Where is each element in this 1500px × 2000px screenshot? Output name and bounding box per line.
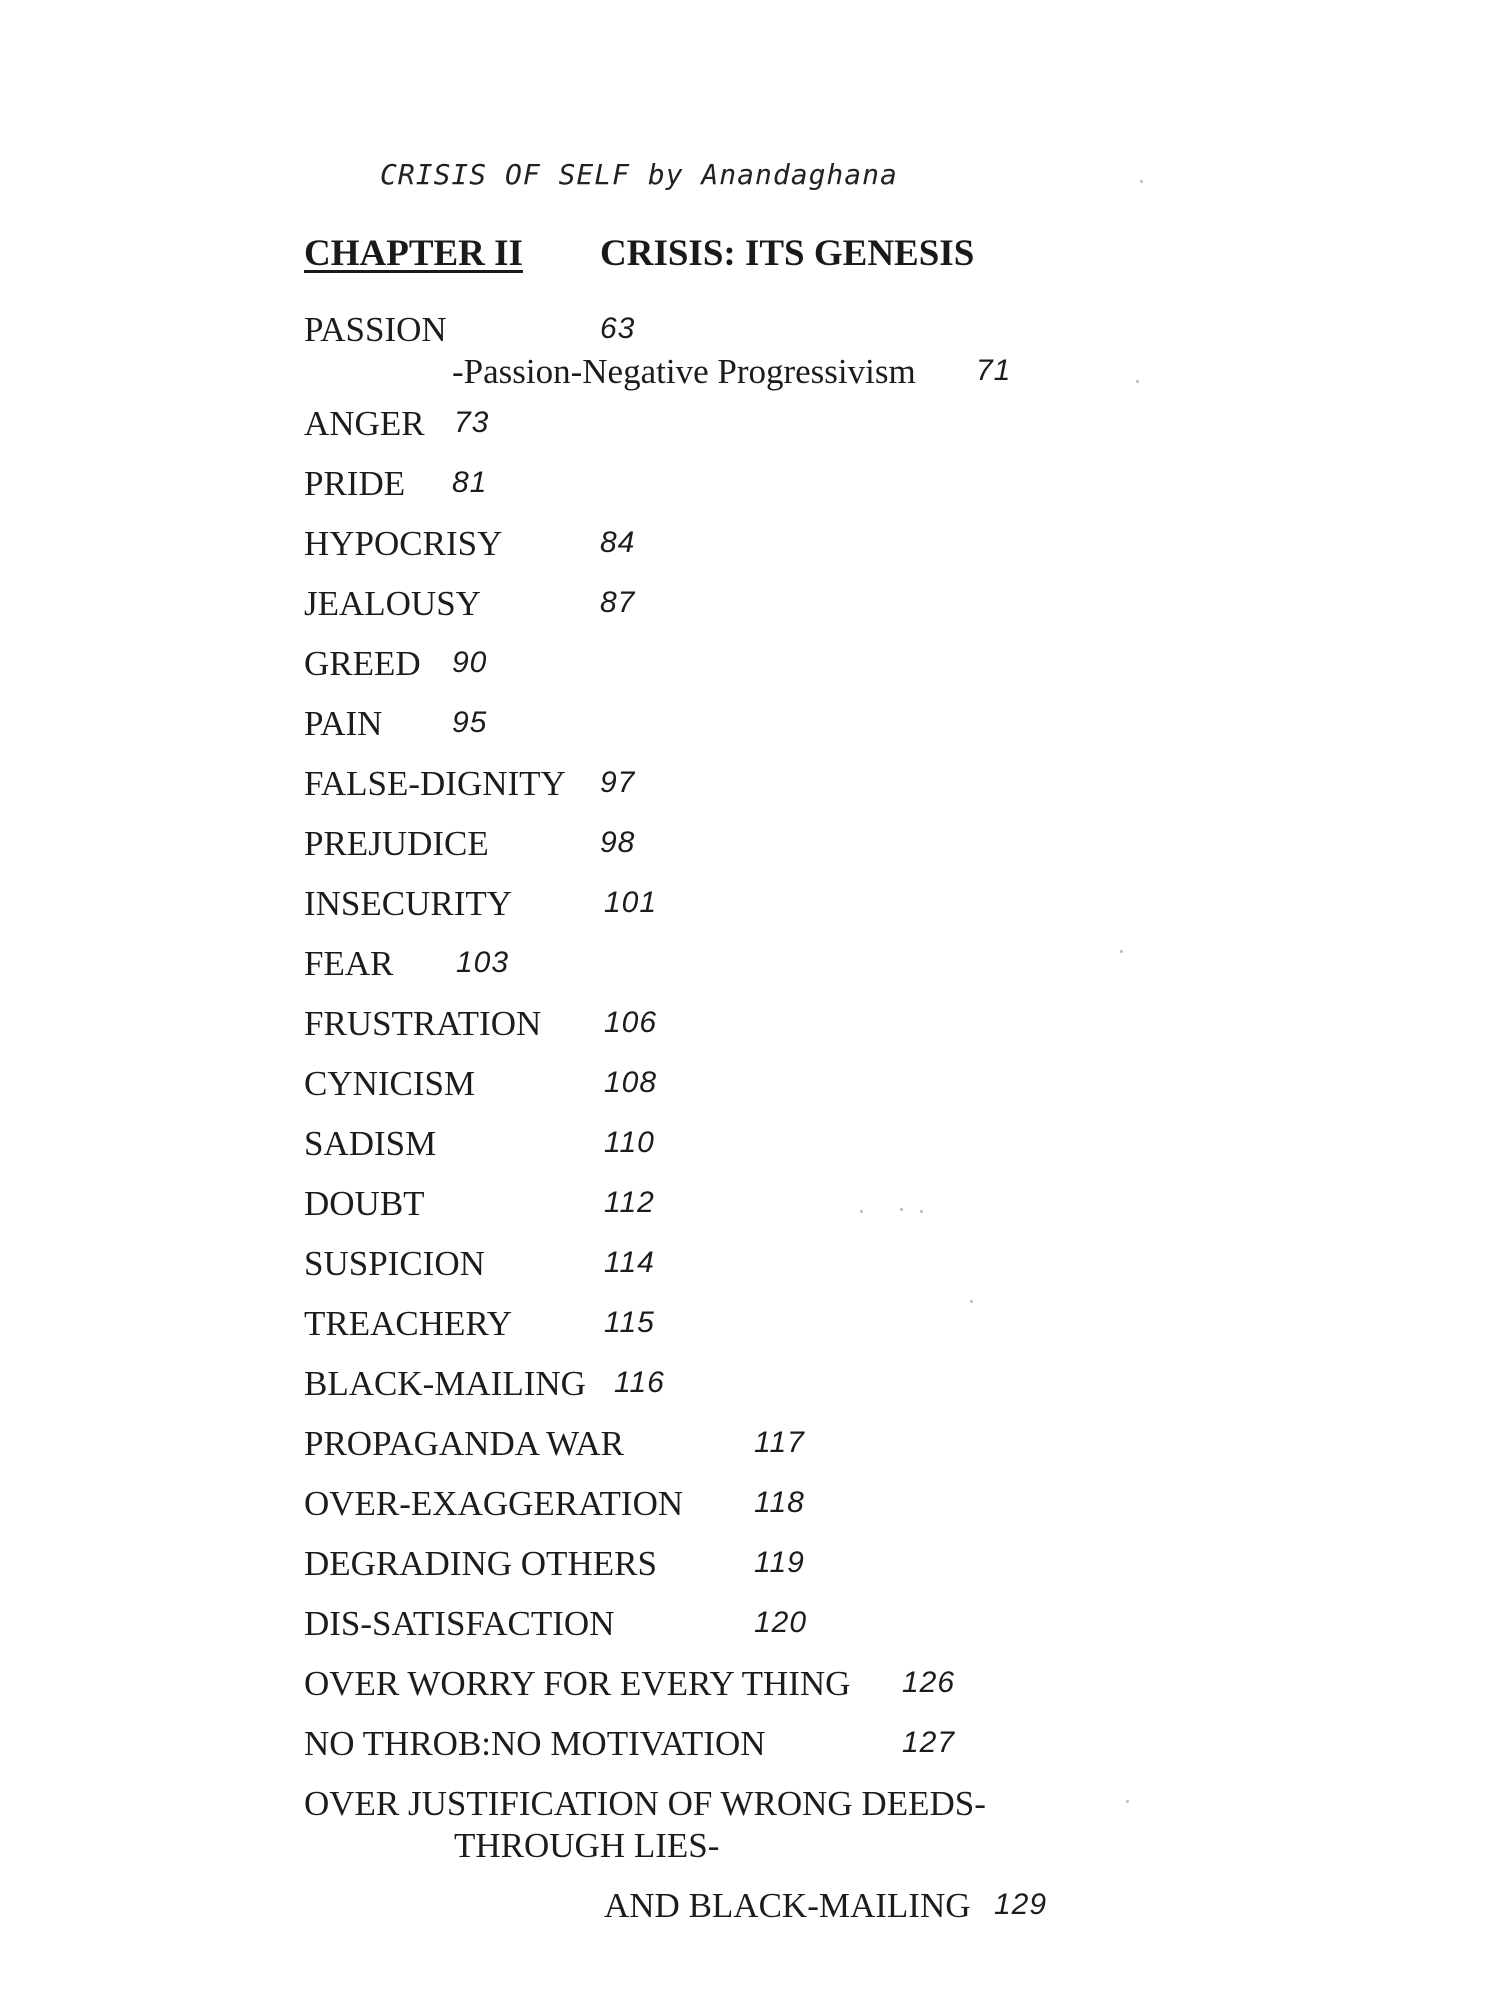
toc-entry-title: FALSE-DIGNITY (304, 764, 566, 803)
toc-entry-page: 116 (614, 1366, 665, 1399)
toc-entry-page: 103 (456, 946, 510, 979)
toc-entry-page: 118 (754, 1486, 805, 1519)
toc-entry-page: 87 (600, 586, 636, 619)
toc-entry-title: FEAR (304, 944, 394, 983)
scan-speck (1136, 380, 1139, 383)
toc-entry-title: HYPOCRISY (304, 524, 503, 563)
toc-entry-title: DOUBT (304, 1184, 425, 1223)
toc-entry-page: 95 (452, 706, 488, 739)
toc-entry-title: FRUSTRATION (304, 1004, 542, 1043)
scan-speck (920, 1210, 923, 1213)
toc-entry-title: PASSION (304, 310, 447, 349)
toc-entry-page: 108 (604, 1066, 658, 1099)
toc-entry-page: 129 (994, 1888, 1048, 1921)
toc-entry-page: 126 (902, 1666, 956, 1699)
toc-entry-page: 101 (604, 886, 658, 919)
toc-entry-title: PRIDE (304, 464, 406, 503)
toc-entry-title: SADISM (304, 1124, 437, 1163)
toc-entry-page: 81 (452, 466, 488, 499)
toc-entry-page: 97 (600, 766, 636, 799)
scan-speck (900, 1208, 903, 1211)
toc-entry-title: TREACHERY (304, 1304, 513, 1343)
toc-entry-title: OVER JUSTIFICATION OF WRONG DEEDS- (304, 1784, 986, 1823)
toc-entry-title: INSECURITY (304, 884, 513, 923)
toc-entry-title: THROUGH LIES- (454, 1826, 720, 1865)
toc-entry-title: OVER-EXAGGERATION (304, 1484, 684, 1523)
toc-entry-page: 120 (754, 1606, 808, 1639)
toc-entry-page: 63 (600, 312, 636, 345)
toc-entry-title: -Passion-Negative Progressivism (452, 352, 916, 391)
toc-entry-title: ANGER (304, 404, 425, 443)
toc-entry-title: CYNICISM (304, 1064, 476, 1103)
toc-entry-page: 112 (604, 1186, 655, 1219)
toc-entry-title: PAIN (304, 704, 383, 743)
toc-entry-title: SUSPICION (304, 1244, 485, 1283)
toc-entry-page: 110 (604, 1126, 655, 1159)
toc-entry-page: 73 (454, 406, 490, 439)
toc-entry-page: 127 (902, 1726, 956, 1759)
toc-entry-title: BLACK-MAILING (304, 1364, 586, 1403)
scan-speck (860, 1210, 863, 1213)
toc-entry-title: AND BLACK-MAILING (604, 1886, 971, 1925)
toc-entry-title: JEALOUSY (304, 584, 481, 623)
toc-entry-title: NO THROB:NO MOTIVATION (304, 1724, 766, 1763)
toc-entry-title: PREJUDICE (304, 824, 489, 863)
toc-entry-page: 115 (604, 1306, 655, 1339)
toc-entry-title: PROPAGANDA WAR (304, 1424, 624, 1463)
chapter-label: CHAPTER II (304, 233, 523, 274)
scan-speck (1126, 1800, 1129, 1803)
toc-entry-title: OVER WORRY FOR EVERY THING (304, 1664, 851, 1703)
toc-entry-title: DIS-SATISFACTION (304, 1604, 615, 1643)
scan-speck (1140, 180, 1143, 183)
chapter-title: CRISIS: ITS GENESIS (600, 233, 975, 274)
toc-entry-page: 98 (600, 826, 636, 859)
running-head: CRISIS OF SELF by Anandaghana (380, 158, 898, 191)
toc-entry-title: DEGRADING OTHERS (304, 1544, 657, 1583)
toc-entry-page: 114 (604, 1246, 655, 1279)
toc-entry-page: 117 (754, 1426, 805, 1459)
toc-entry-title: GREED (304, 644, 421, 683)
toc-entry-page: 106 (604, 1006, 658, 1039)
toc-entry-page: 90 (452, 646, 488, 679)
scan-speck (1120, 950, 1123, 953)
toc-entry-page: 71 (976, 354, 1012, 387)
scan-speck (970, 1300, 973, 1303)
toc-entry-page: 119 (754, 1546, 805, 1579)
toc-entry-page: 84 (600, 526, 636, 559)
